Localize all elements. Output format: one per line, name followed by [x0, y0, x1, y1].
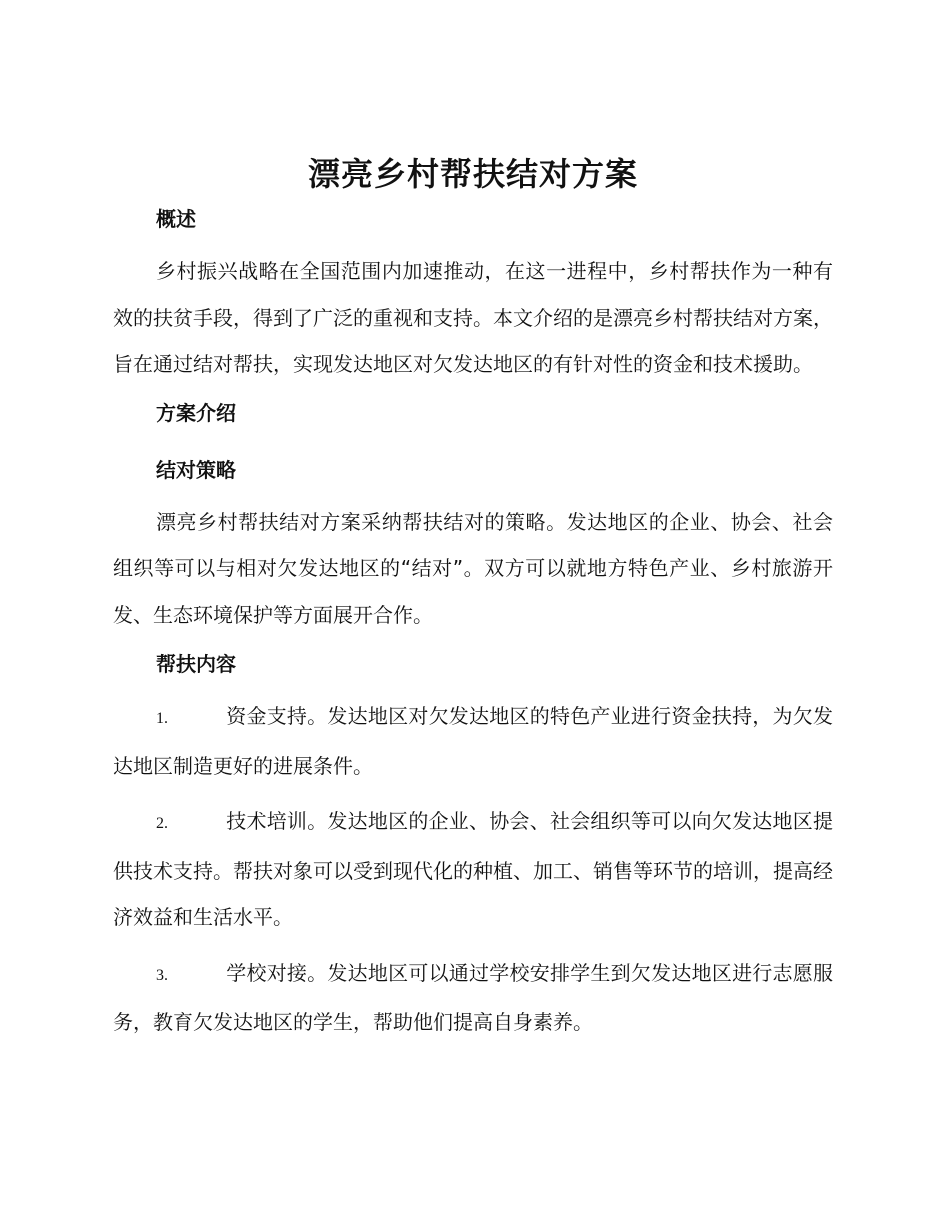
list-item [113, 798, 833, 941]
content-heading: 帮扶内容 [156, 652, 236, 676]
list-text: 技术培训。发达地区的企业、协会、社会组织等可以向欠发达地区提供技术支持。帮扶对象可以受到现代化的种植、加工、销售等环节的培训，提高经济效益和生活水平。 [113, 809, 833, 929]
document-page [113, 148, 833, 1046]
document-title: 漂亮乡村帮扶结对方案 [307, 155, 638, 193]
list-number: 3. [156, 966, 168, 984]
list-number: 2. [156, 815, 168, 832]
list-item [113, 693, 833, 789]
list-text: 资金支持。发达地区对欠发达地区的特色产业进行资金扶持，为欠发达地区制造更好的进展条件。 [113, 704, 833, 778]
overview-paragraph: 乡村振兴战略在全国范围内加速推动，在这一进程中，乡村帮扶作为一种有效的扶贫手段，得到了广泛的重视和支持。本文介绍的是漂亮乡村帮扶结对方案，旨在通过结对帮扶，实现发达地区对欠发达地区的有针对性的资金和技术援助。 [113, 259, 833, 376]
plan-heading: 方案介绍 [156, 400, 236, 425]
list-number: 1. [156, 710, 168, 727]
list-text: 学校对接。发达地区可以通过学校安排学生到欠发达地区进行志愿服务，教育欠发达地区的学生，帮助他们提高自身素养。 [113, 960, 833, 1034]
overview-heading: 概述 [156, 207, 196, 231]
strategy-paragraph: 漂亮乡村帮扶结对方案采纳帮扶结对的策略。发达地区的企业、协会、社会组织等可以与相对欠发达地区的“结对”。双方可以就地方特色产业、乡村旅游开发、生态环境保护等方面展开合作。 [113, 509, 833, 627]
list-item [113, 950, 833, 1046]
strategy-heading: 结对策略 [156, 457, 236, 482]
